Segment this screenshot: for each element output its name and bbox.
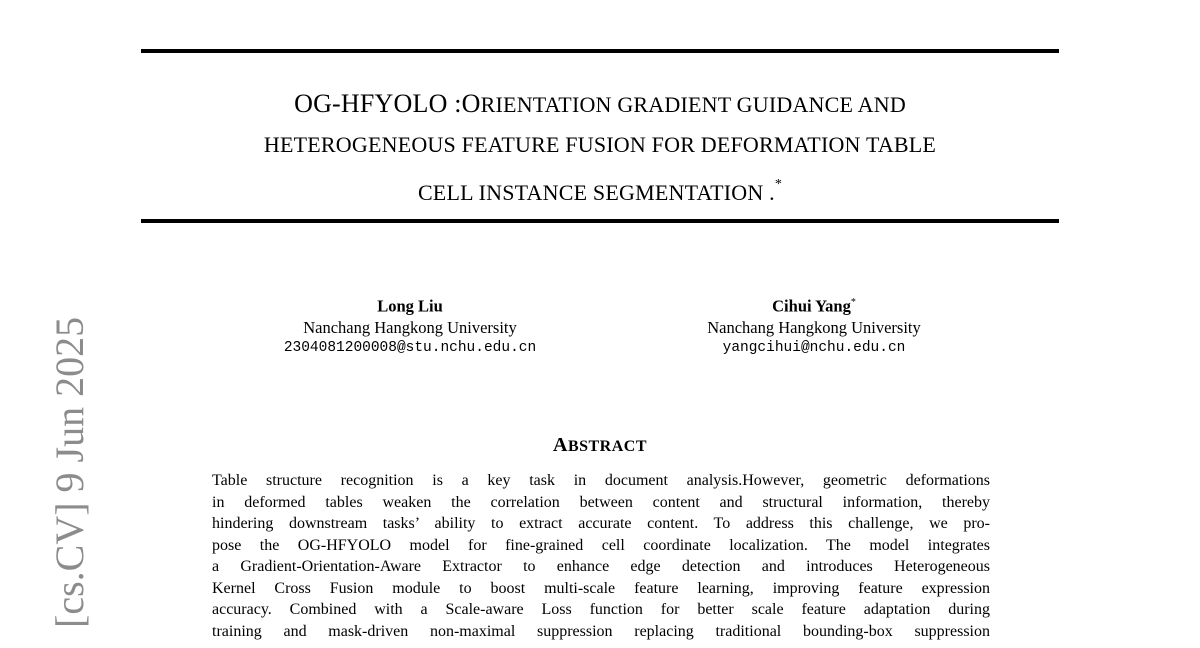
author-block-1 — [259, 292, 561, 359]
title-bottom-rule — [141, 219, 1059, 223]
title-line-1 — [130, 84, 1070, 125]
author-email[interactable]: 2304081200008@stu.nchu.edu.cn — [283, 339, 537, 356]
author-mark: * — [850, 297, 856, 308]
abstract-heading-lead: A — [552, 434, 568, 456]
author-affiliation: Nanchang Hangkong University — [707, 317, 921, 337]
title-line-2: HETEROGENEOUS FEATURE FUSION FOR DEFORMATION TABLE — [263, 132, 937, 157]
title-footnote-mark: * — [774, 177, 783, 192]
arxiv-side-stamp: [cs.CV] 9 Jun 2025 — [47, 316, 92, 628]
author-email[interactable]: yangcihui@nchu.edu.cn — [722, 339, 906, 356]
title-line-3-wrap — [130, 165, 1070, 213]
abstract-line: a Gradient-Orientation-Aware Extractor to enhance edge detection and introduces Heterogeneous — [212, 558, 990, 575]
author-name — [259, 292, 561, 317]
author-block-2 — [664, 292, 964, 359]
abstract-line: pose the OG-HFYOLO model for fine-grained cell coordinate localization. The model integrates — [212, 536, 990, 554]
paper-title — [130, 84, 1070, 213]
author-name-text: Long Liu — [377, 296, 443, 316]
abstract-line: in deformed tables weaken the correlation between content and structural information, thereby — [212, 493, 990, 511]
abstract-heading — [400, 434, 800, 457]
author-name-text: Cihui Yang — [772, 296, 851, 316]
title-line-3: CELL INSTANCE SEGMENTATION . — [417, 180, 775, 205]
author-affiliation: Nanchang Hangkong University — [303, 317, 517, 337]
abstract-line: training and mask-driven non-maximal suppression replacing traditional bounding-box suppression — [212, 622, 990, 640]
abstract-line: accuracy. Combined with a Scale-aware Loss function for better scale feature adaptation during — [212, 601, 990, 618]
abstract-body — [212, 470, 990, 642]
abstract-heading-rest: BSTRACT — [567, 438, 648, 455]
title-line-1-rest: RIENTATION GRADIENT GUIDANCE AND — [480, 92, 906, 117]
abstract-line: hindering downstream tasks’ ability to extract accurate content. To address this challenge, we pro- — [212, 515, 990, 532]
author-name — [664, 292, 964, 317]
title-line-1-lead: OG-HFYOLO :O — [294, 89, 481, 118]
abstract-line: Table structure recognition is a key task in document analysis.However, geometric deformations — [212, 472, 990, 489]
title-top-rule — [141, 49, 1059, 53]
abstract-line: Kernel Cross Fusion module to boost multi-scale feature learning, improving feature expression — [212, 579, 990, 597]
